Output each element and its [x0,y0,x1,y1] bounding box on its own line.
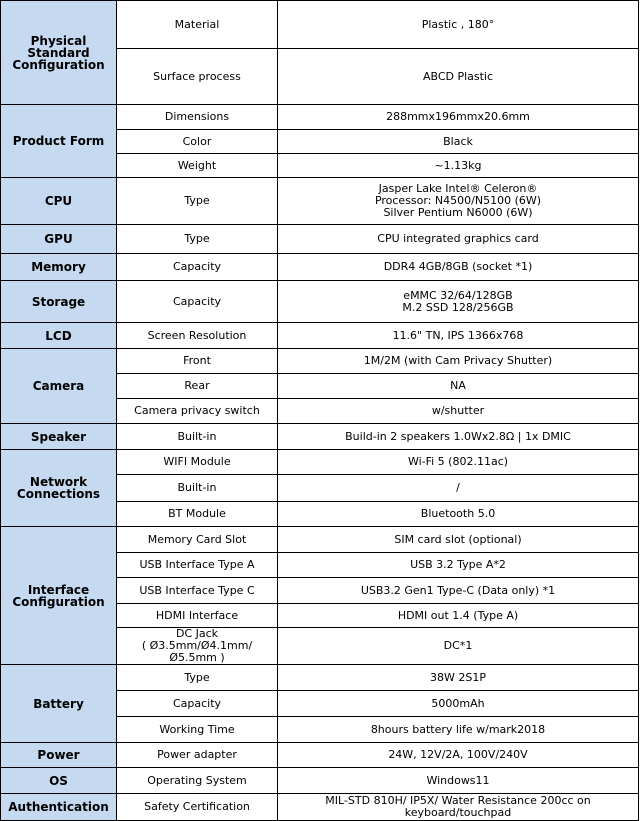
item-cell [117,349,278,374]
value-cell [278,49,639,105]
category-label: Camera [32,379,85,393]
spec-row [1,323,639,349]
item-label: ( Ø3.5mm/Ø4.1mm/Ø5.5mm ) [141,639,253,664]
value-cell [278,475,639,502]
item-cell [117,527,278,553]
category-label: Storage [31,294,86,309]
item-cell [117,49,278,105]
value-cell [278,399,639,424]
item-label: Type [184,194,210,207]
value-text: DDR4 4GB/8GB (socket *1) [383,260,533,273]
value-cell [278,281,639,323]
item-cell [117,154,278,178]
value-cell [278,665,639,691]
value-text: DC*1 [443,639,473,652]
category-cell [1,1,117,105]
value-cell [278,450,639,475]
category-cell [1,281,117,323]
item-cell [117,254,278,281]
item-label: Screen Resolution [147,328,247,342]
value-text: 1M/2M (with Cam Privacy Shutter) [363,354,553,367]
category-cell [1,254,117,281]
category-label: Product Form [12,134,105,148]
item-cell [117,1,278,49]
item-cell [117,665,278,691]
category-label: Configuration [12,57,105,72]
value-cell [278,349,639,374]
value-text: ABCD Plastic [422,69,494,83]
category-label: Physical Standard [27,33,90,60]
item-label: Built-in [177,481,217,494]
value-text: Build-in 2 speakers 1.0Wx2.8Ω | 1x DMIC [345,429,571,443]
category-cell [1,794,117,821]
value-cell [278,178,639,225]
item-label: Material [174,17,220,31]
item-label: Working Time [159,722,235,736]
item-label: Rear [184,379,210,392]
spec-table-body [1,1,639,821]
item-label: BT Module [168,507,226,520]
item-cell [117,178,278,225]
value-text: / [456,481,460,494]
value-text: eMMC 32/64/128GB [403,288,513,302]
item-label: Memory Card Slot [147,532,247,546]
value-text: Windows11 [426,773,490,787]
item-cell [117,424,278,450]
item-label: Front [183,354,211,367]
category-cell [1,768,117,794]
category-cell [1,743,117,768]
value-cell [278,717,639,743]
value-text: NA [450,379,466,392]
value-cell [278,105,639,130]
category-label: OS [49,773,68,788]
item-cell [117,628,278,665]
category-cell [1,225,117,254]
category-cell [1,424,117,450]
item-cell [117,691,278,717]
category-label: Authentication [8,800,109,814]
value-cell [278,553,639,578]
value-text: Jasper Lake Intel® Celeron® [378,182,538,195]
category-cell [1,323,117,349]
item-label: WIFI Module [163,455,231,468]
item-cell [117,225,278,254]
item-cell [117,578,278,604]
item-cell [117,717,278,743]
value-text: 38W 2S1P [430,670,486,684]
category-label: Memory [31,260,86,274]
item-label: Capacity [172,294,222,308]
item-label: Dimensions [164,110,230,123]
item-label: Power adapter [157,748,237,761]
item-cell [117,553,278,578]
item-cell [117,794,278,821]
value-cell [278,424,639,450]
value-text: 8hours battery life w/mark2018 [370,722,546,736]
spec-row [1,349,639,374]
value-cell [278,768,639,794]
item-label: Surface process [153,69,241,83]
category-label: Connections [16,487,101,501]
spec-row [1,743,639,768]
item-label: Type [184,232,210,245]
item-cell [117,281,278,323]
value-cell [278,691,639,717]
value-text: HDMI out 1.4 (Type A) [397,608,519,622]
item-cell [117,768,278,794]
value-text: Bluetooth 5.0 [420,507,496,520]
item-cell [117,105,278,130]
item-label: USB Interface Type C [139,583,255,597]
value-text: 11.6" TN, IPS 1366x768 [392,328,524,342]
spec-row [1,665,639,691]
item-label: Safety Certification [144,800,250,813]
value-text: w/shutter [431,404,485,417]
item-cell [117,475,278,502]
value-cell [278,154,639,178]
value-text: SIM card slot (optional) [394,532,522,546]
value-text: USB3.2 Gen1 Type-C (Data only) *1 [360,583,556,597]
spec-row [1,254,639,281]
category-label: Interface [27,582,90,597]
category-label: Battery [33,696,84,711]
category-cell [1,349,117,424]
value-cell [278,578,639,604]
value-cell [278,743,639,768]
value-cell [278,527,639,553]
spec-row [1,281,639,323]
item-label: Camera privacy switch [134,404,260,417]
spec-row [1,794,639,821]
spec-row [1,105,639,130]
value-text: 288mmx196mmx20.6mm [386,110,530,123]
category-label: GPU [44,232,73,246]
item-label: Type [184,670,210,684]
category-cell [1,665,117,743]
value-cell [278,374,639,399]
value-cell [278,323,639,349]
value-text: Black [443,134,473,148]
item-label: DC Jack [175,627,219,640]
category-label: Speaker [30,429,87,444]
item-cell [117,502,278,527]
category-label: CPU [44,194,73,208]
category-cell [1,450,117,527]
value-cell [278,225,639,254]
item-label: Weight [177,158,217,172]
category-cell [1,527,117,665]
item-cell [117,604,278,628]
spec-row [1,225,639,254]
value-text: MIL-STD 810H/ IP5X/ Water Resistance 200cc on keyboard/touchpad [325,794,591,819]
category-label: LCD [45,328,72,343]
value-text: Silver Pentium N6000 (6W) [383,206,533,219]
value-text: CPU integrated graphics card [377,232,539,245]
value-text: Wi-Fi 5 (802.11ac) [407,455,509,468]
item-cell [117,399,278,424]
item-label: Operating System [147,773,247,787]
spec-row [1,424,639,450]
item-cell [117,743,278,768]
value-cell [278,628,639,665]
value-text: ~1.13kg [434,158,482,172]
spec-row [1,178,639,225]
item-label: HDMI Interface [155,608,239,622]
spec-row [1,450,639,475]
category-label: Network [29,475,88,489]
value-text: Processor: N4500/N5100 (6W) [374,194,542,207]
item-label: Color [182,134,212,148]
value-cell [278,502,639,527]
category-label: Configuration [12,594,105,609]
spec-row [1,1,639,49]
item-label: Capacity [172,696,222,710]
value-text: 24W, 12V/2A, 100V/240V [388,748,528,761]
item-cell [117,323,278,349]
item-label: Capacity [172,260,222,273]
spec-row [1,768,639,794]
item-cell [117,130,278,154]
value-cell [278,1,639,49]
value-cell [278,254,639,281]
value-cell [278,794,639,821]
item-cell [117,374,278,399]
item-cell [117,450,278,475]
spec-row [1,527,639,553]
item-label: Built-in [177,429,217,443]
value-text: 5000mAh [431,696,485,710]
value-cell [278,604,639,628]
item-label: USB Interface Type A [139,558,255,571]
category-cell [1,105,117,178]
value-text: USB 3.2 Type A*2 [410,558,506,571]
value-text: Plastic , 180° [421,17,495,31]
category-cell [1,178,117,225]
value-cell [278,130,639,154]
category-label: Power [37,748,80,762]
value-text: M.2 SSD 128/256GB [402,300,514,314]
